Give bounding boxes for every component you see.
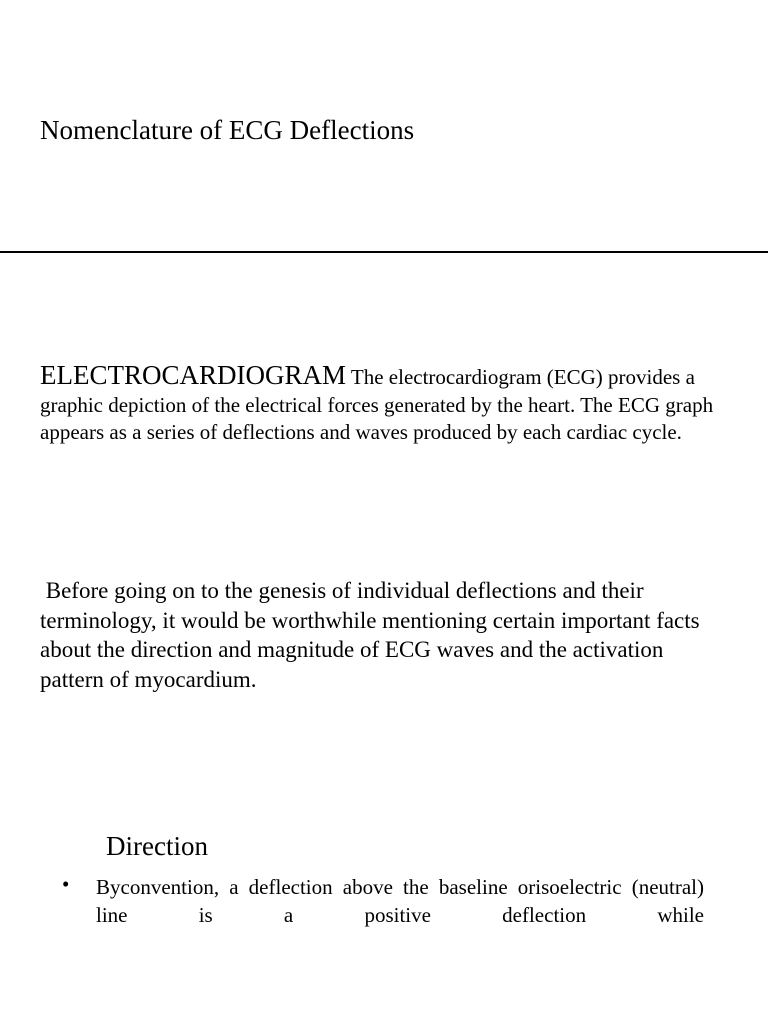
bullet-item	[62, 873, 704, 929]
intro-body: The electrocardiogram (ECG) provides a graphic depiction of the electrical forces generated by the heart. The ECG graph appears as a series of deflections and waves produced by each cardiac cycle.	[40, 365, 714, 444]
context-paragraph: Before going on to the genesis of individual deflections and their terminology, it would be worthwhile mentioning certain important facts about the direction and magnitude of ECG waves and the activation pattern of myocardium.	[40, 578, 706, 692]
intro-paragraph	[40, 362, 720, 447]
title-divider	[0, 251, 768, 253]
bullet-text: Byconvention, a deflection above the baseline orisoelectric (neutral) line is a positive deflection while	[96, 875, 704, 927]
section-heading: Direction	[106, 831, 208, 861]
bullet-dot-icon: •	[62, 872, 70, 896]
slide-title: Nomenclature of ECG Deflections	[40, 115, 415, 145]
intro-lead: ELECTROCARDIOGRAM	[40, 360, 347, 390]
bullet-list	[62, 873, 704, 929]
